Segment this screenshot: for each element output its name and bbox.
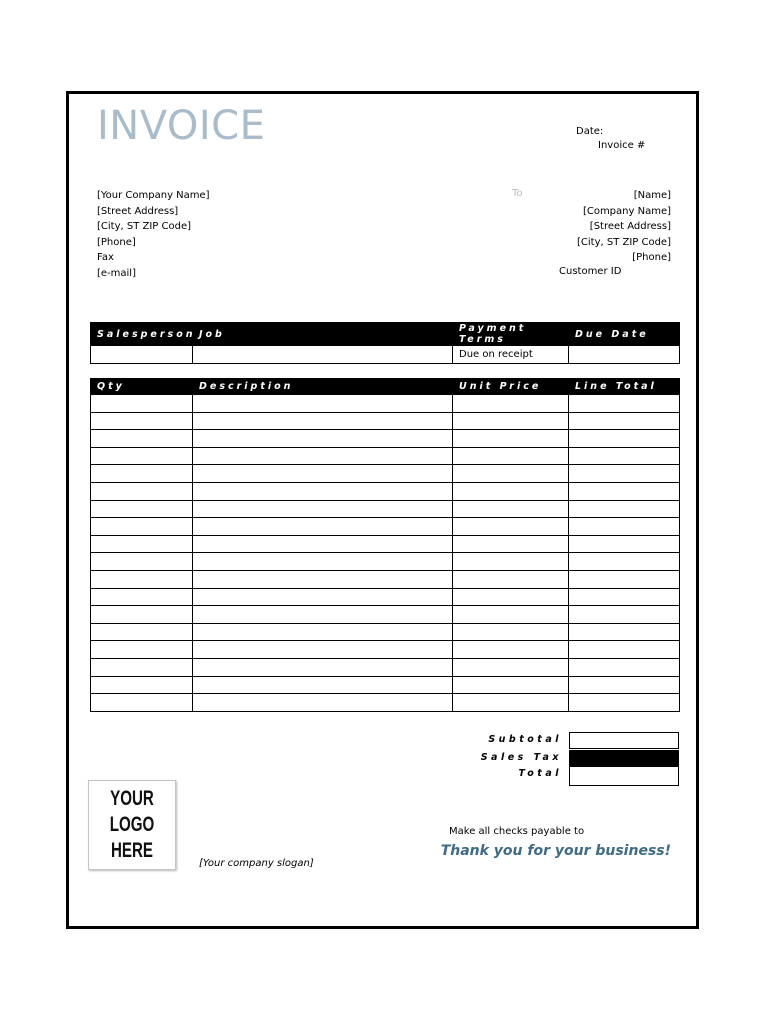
qty-cell[interactable] [91, 658, 193, 676]
line-items-header [91, 379, 680, 395]
line-total-cell[interactable] [569, 395, 680, 413]
line-total-cell[interactable] [569, 606, 680, 624]
table-row [91, 553, 680, 571]
invoice-title: INVOICE [97, 103, 266, 149]
unit-price-cell[interactable] [453, 518, 569, 536]
unit-price-cell[interactable] [453, 500, 569, 518]
unit-price-cell[interactable] [453, 641, 569, 659]
sender-phone: [Phone] [97, 236, 136, 248]
table-row [91, 623, 680, 641]
line-total-cell[interactable] [569, 694, 680, 712]
table-row [91, 482, 680, 500]
qty-cell[interactable] [91, 447, 193, 465]
line-total-cell[interactable] [569, 465, 680, 483]
recipient-address [577, 188, 671, 266]
qty-cell[interactable] [91, 430, 193, 448]
table-row [91, 570, 680, 588]
table-row [91, 412, 680, 430]
salesperson-header: Salesperson [91, 323, 193, 346]
unit-price-cell[interactable] [453, 606, 569, 624]
table-row [91, 430, 680, 448]
qty-header: Qty [91, 379, 193, 395]
recipient-phone: [Phone] [632, 252, 671, 263]
description-cell[interactable] [193, 518, 453, 536]
description-cell[interactable] [193, 553, 453, 571]
table-row [91, 535, 680, 553]
qty-cell[interactable] [91, 641, 193, 659]
job-table [90, 322, 680, 364]
line-total-cell[interactable] [569, 500, 680, 518]
qty-cell[interactable] [91, 535, 193, 553]
date-invoice-block [576, 125, 645, 153]
line-total-cell[interactable] [569, 641, 680, 659]
qty-cell[interactable] [91, 395, 193, 413]
line-total-cell[interactable] [569, 482, 680, 500]
invoice-number-label: Invoice # [598, 140, 646, 151]
recipient-company: [Company Name] [582, 205, 671, 217]
date-label: Date: [576, 126, 604, 137]
qty-cell[interactable] [91, 482, 193, 500]
qty-cell[interactable] [91, 465, 193, 483]
line-items-table [90, 378, 680, 712]
table-row [91, 395, 680, 413]
description-cell[interactable] [193, 588, 453, 606]
total-label: Total [518, 768, 562, 779]
table-row [91, 606, 680, 624]
subtotal-label: Subtotal [488, 734, 562, 745]
unit-price-cell[interactable] [453, 430, 569, 448]
unit-price-cell[interactable] [453, 570, 569, 588]
description-cell[interactable] [193, 395, 453, 413]
unit-price-cell[interactable] [453, 676, 569, 694]
job-header: Job [193, 323, 453, 346]
thank-you-message: Thank you for your business! [440, 843, 671, 859]
description-cell[interactable] [193, 500, 453, 518]
unit-price-cell[interactable] [453, 535, 569, 553]
sender-fax: Fax [97, 252, 114, 263]
total-row [440, 768, 679, 786]
description-cell[interactable] [193, 623, 453, 641]
table-row [91, 500, 680, 518]
description-cell[interactable] [193, 658, 453, 676]
unit-price-cell[interactable] [453, 465, 569, 483]
sender-street: [Street Address] [97, 205, 179, 217]
line-total-cell[interactable] [569, 518, 680, 536]
totals-block [440, 732, 679, 786]
description-cell[interactable] [193, 641, 453, 659]
due-date-header: Due Date [569, 323, 680, 346]
qty-cell[interactable] [91, 412, 193, 430]
qty-cell[interactable] [91, 694, 193, 712]
qty-cell[interactable] [91, 606, 193, 624]
to-label: To [512, 188, 523, 199]
payment-terms-cell[interactable]: Due on receipt [453, 346, 569, 364]
description-cell[interactable] [193, 482, 453, 500]
unit-price-cell[interactable] [453, 553, 569, 571]
due-date-cell[interactable] [569, 346, 680, 364]
unit-price-cell[interactable] [453, 694, 569, 712]
recipient-street: [Street Address] [589, 221, 671, 232]
table-row [91, 641, 680, 659]
description-cell[interactable] [193, 570, 453, 588]
sender-company: [Your Company Name] [97, 190, 210, 201]
line-items-body [91, 395, 680, 712]
line-total-cell[interactable] [569, 553, 680, 571]
table-row [91, 465, 680, 483]
checks-payable-note: Make all checks payable to [449, 826, 585, 837]
unit-price-cell[interactable] [453, 658, 569, 676]
subtotal-row [440, 732, 679, 750]
line-total-cell[interactable] [569, 623, 680, 641]
description-cell[interactable] [193, 430, 453, 448]
sender-city: [City, ST ZIP Code] [97, 221, 192, 232]
sales-tax-label: Sales Tax [480, 752, 562, 763]
description-cell[interactable] [193, 535, 453, 553]
unit-price-cell[interactable] [453, 482, 569, 500]
line-total-cell[interactable] [569, 412, 680, 430]
qty-cell[interactable] [91, 570, 193, 588]
table-row [91, 694, 680, 712]
unit-price-cell[interactable] [453, 395, 569, 413]
sender-address [97, 188, 210, 281]
company-slogan: [Your company slogan] [199, 858, 314, 869]
description-cell[interactable] [193, 606, 453, 624]
qty-cell[interactable] [91, 518, 193, 536]
job-table-header [91, 323, 680, 346]
unit-price-header: Unit Price [453, 379, 569, 395]
sales-tax-value[interactable] [569, 750, 679, 767]
line-total-cell[interactable] [569, 676, 680, 694]
table-row [91, 518, 680, 536]
line-total-cell[interactable] [569, 570, 680, 588]
recipient-name: [Name] [633, 190, 671, 201]
logo-text-line1: YOUR LOGO [109, 787, 155, 836]
line-total-cell[interactable] [569, 447, 680, 465]
description-cell[interactable] [193, 412, 453, 430]
sender-email: [e-mail] [97, 267, 136, 279]
unit-price-cell[interactable] [453, 447, 569, 465]
table-row [91, 676, 680, 694]
description-cell[interactable] [193, 465, 453, 483]
job-cell[interactable] [193, 346, 453, 364]
description-header: Description [193, 379, 453, 395]
customer-id-label: Customer ID [559, 266, 622, 277]
qty-cell[interactable] [91, 588, 193, 606]
logo-text-line2: HERE [110, 839, 154, 862]
table-row [91, 447, 680, 465]
line-total-cell[interactable] [569, 535, 680, 553]
description-cell[interactable] [193, 447, 453, 465]
line-total-cell[interactable] [569, 588, 680, 606]
qty-cell[interactable] [91, 676, 193, 694]
line-total-cell[interactable] [569, 430, 680, 448]
line-total-cell[interactable] [569, 658, 680, 676]
line-total-header: Line Total [569, 379, 680, 395]
logo-placeholder [88, 780, 176, 870]
unit-price-cell[interactable] [453, 412, 569, 430]
qty-cell[interactable] [91, 500, 193, 518]
qty-cell[interactable] [91, 553, 193, 571]
unit-price-cell[interactable] [453, 623, 569, 641]
total-value[interactable] [569, 766, 679, 786]
recipient-city: [City, ST ZIP Code] [576, 236, 671, 248]
qty-cell[interactable] [91, 623, 193, 641]
subtotal-value[interactable] [569, 732, 679, 749]
payment-terms-header: Payment Terms [453, 323, 569, 346]
job-table-row [91, 346, 680, 364]
description-cell[interactable] [193, 676, 453, 694]
table-row [91, 588, 680, 606]
description-cell[interactable] [193, 694, 453, 712]
unit-price-cell[interactable] [453, 588, 569, 606]
salesperson-cell[interactable] [91, 346, 193, 364]
table-row [91, 658, 680, 676]
